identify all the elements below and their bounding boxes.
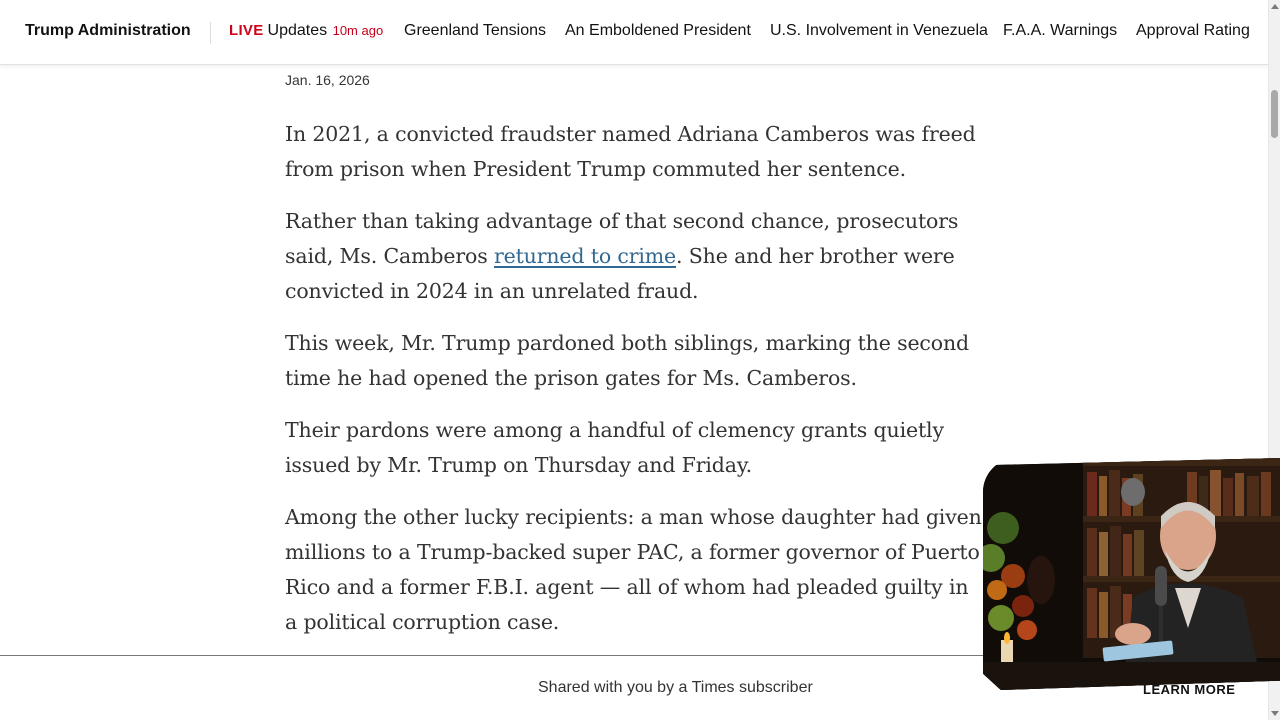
live-tag: LIVE — [229, 22, 264, 39]
nav-link-faa-warnings[interactable]: F.A.A. Warnings — [1003, 22, 1118, 39]
scroll-down-arrow-icon[interactable] — [1271, 711, 1279, 716]
article-paragraph-4: Their pardons were among a handful of clemency grants quietly issued by Mr. Trump on Thursday and Friday. — [285, 418, 944, 477]
article-paragraph-1: In 2021, a convicted fraudster named Adriana Camberos was freed from prison when President Trump commuted her sentence. — [285, 122, 976, 181]
floating-video-player[interactable] — [983, 458, 1280, 690]
article-paragraph-5: Among the other lucky recipients: a man whose daughter had given millions to a Trump-backed super PAC, a former governor of Puerto Rico and a former F.B.I. agent — all of whom had pleaded guilty in a political corruption case. — [285, 505, 982, 634]
nav-link-emboldened-president[interactable]: An Emboldened President — [565, 22, 751, 39]
learn-more-link[interactable]: LEARN MORE — [1143, 682, 1236, 697]
nav-link-greenland-tensions[interactable]: Greenland Tensions — [404, 22, 547, 39]
helmet-decoration-image — [1121, 478, 1145, 506]
paragraph-2-text-end: . She and her brother were convicted in 2024 in an unrelated fraud. — [285, 244, 955, 303]
video-frame-image — [983, 458, 1280, 690]
article-paragraph-2 — [285, 204, 985, 309]
top-navigation-bar — [0, 0, 1268, 65]
nav-divider — [210, 22, 211, 44]
live-updates-link[interactable] — [229, 22, 383, 40]
section-title-link[interactable]: Trump Administration — [25, 22, 191, 39]
live-updated-time: 10m ago — [332, 23, 384, 38]
shared-by-subscriber-text: Shared with you by a Times subscriber — [538, 679, 813, 696]
article-body — [285, 117, 985, 657]
nav-link-venezuela[interactable]: U.S. Involvement in Venezuela — [770, 22, 988, 39]
article-date: Jan. 16, 2026 — [285, 72, 370, 88]
scrollbar-thumb[interactable] — [1271, 90, 1278, 138]
article-paragraph-3: This week, Mr. Trump pardoned both siblings, marking the second time he had opened the prison gates for Ms. Camberos. — [285, 331, 969, 390]
live-updates-label: Updates — [267, 22, 328, 39]
scroll-up-arrow-icon[interactable] — [1271, 4, 1279, 9]
returned-to-crime-link[interactable]: returned to crime — [493, 244, 677, 268]
paragraph-2-text-start: Rather than taking advantage of that second chance, prosecutors said, Ms. Camberos — [285, 209, 959, 268]
nav-link-approval-rating[interactable]: Approval Rating — [1136, 22, 1250, 39]
